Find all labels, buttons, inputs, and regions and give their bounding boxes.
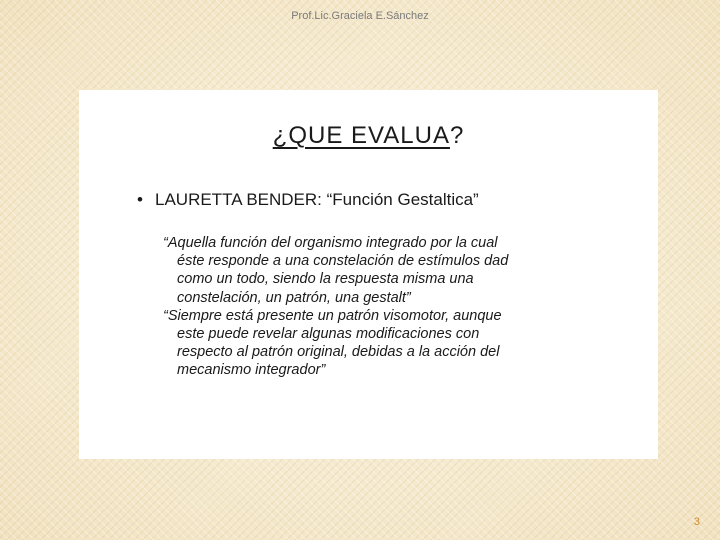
quote-line: “Siempre está presente un patrón visomotor, aunque (163, 307, 502, 324)
quote-line: mecanismo integrador” (177, 362, 326, 379)
quote-line: éste responde a una constelación de estímulos dad (177, 253, 509, 270)
bullet-item (137, 190, 479, 210)
quote-line: “Aquella función del organismo integrado por la cual (163, 235, 498, 251)
quote-line: este puede revelar algunas modificaciones con (177, 326, 480, 343)
quote-line: constelación, un patrón, una gestalt” (177, 289, 411, 306)
slide-title-end: ? (449, 122, 465, 149)
slide-image (79, 90, 658, 459)
quote-line: como un todo, siendo la respuesta misma una (177, 271, 474, 288)
quote-line: respecto al patrón original, debidas a la acción del (177, 344, 500, 361)
bullet-marker: • (137, 190, 143, 209)
slide-title-main: ¿QUE EVALUA (272, 122, 450, 149)
bullet-text: LAURETTA BENDER: “Función Gestaltica” (155, 190, 479, 209)
author-header: Prof.Lic.Graciela E.Sánchez (291, 10, 429, 22)
slide-title (79, 122, 658, 150)
quote-block (163, 234, 593, 380)
page-number: 3 (693, 516, 700, 528)
